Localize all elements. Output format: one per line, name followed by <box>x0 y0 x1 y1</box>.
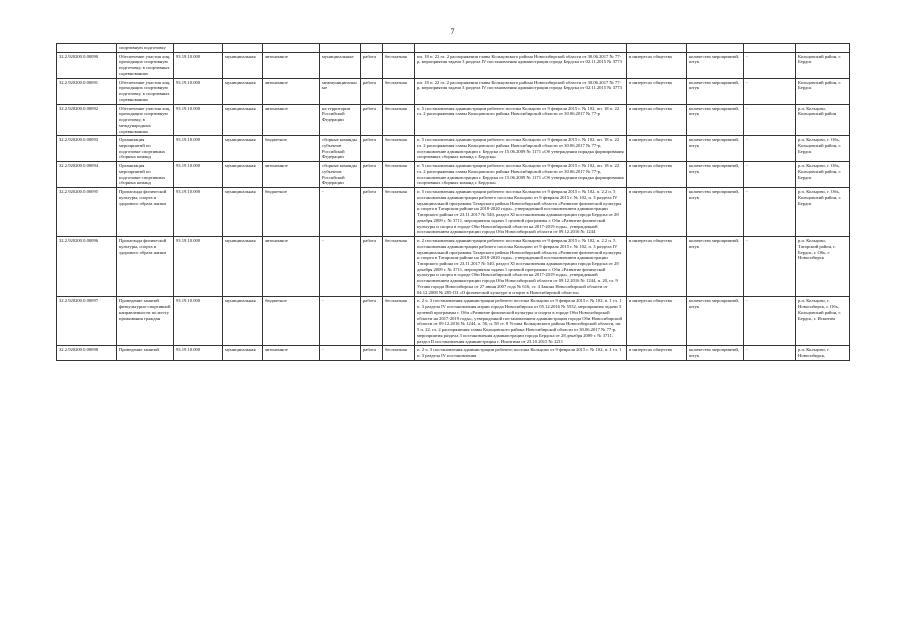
cell-location: Кольцовский район, г. Бердск <box>796 78 850 104</box>
cell-location: р.п. Кольцово, Кольцовский район <box>796 104 850 136</box>
cell-level: муниципальные <box>320 52 361 78</box>
cell-name: Обеспечение участия лиц, проходящих спортивную подготовку, в спортивных соревнованиях <box>117 52 174 78</box>
cell-pay: бесплатная <box>383 78 415 104</box>
cell-kind: работа <box>361 136 383 162</box>
cell-pay: бесплатная <box>383 104 415 136</box>
cell-code: 32.2.920200.0.00090 <box>57 52 117 78</box>
cell-indicator: количество мероприятий, штук <box>687 52 744 78</box>
cell-name: Обеспечение участия лиц, проходящих спортивную подготовку, в международных соревнованиях <box>117 104 174 136</box>
cell-name-continuation: спортивную подготовку <box>117 44 174 53</box>
table-row-continuation <box>57 44 850 53</box>
cell-location: р.п. Кольцово, г. Обь, Кольцовский район, г. Бердск <box>796 136 850 162</box>
cell-owner: муниципальная <box>223 136 263 162</box>
cell-code: 32.2.920200.0.00097 <box>57 297 117 346</box>
table-row <box>57 136 850 162</box>
cell-name: Организация мероприятий по подготовке спортивных сборных команд <box>117 162 174 188</box>
cell-level: на территории Российской Федерации <box>320 104 361 136</box>
cell-location: р.п. Кольцово, г. Новосибирск, г. Обь, Кольцовский район, г. Бердск, г. Искитим <box>796 297 850 346</box>
cell-type: бюджетное <box>263 188 320 237</box>
cell-c12: - <box>744 237 796 297</box>
cell-type: автономное <box>263 346 320 360</box>
cell-owner: муниципальная <box>223 52 263 78</box>
services-registry-table <box>56 43 850 361</box>
cell-benef: в интересах общества <box>627 136 687 162</box>
cell-okved: 93.19.10.000 <box>174 237 223 297</box>
cell-owner: муниципальная <box>223 162 263 188</box>
cell-okved: 93.19.10.000 <box>174 346 223 360</box>
table-row <box>57 346 850 360</box>
cell-pay: бесплатная <box>383 52 415 78</box>
cell-kind: работа <box>361 346 383 360</box>
cell-c12: - <box>744 188 796 237</box>
table-row <box>57 104 850 136</box>
cell-indicator: количество мероприятий, штук <box>687 297 744 346</box>
cell-indicator: количество мероприятий, штук <box>687 136 744 162</box>
cell-basis: п. 2 ч. 3 постановления администрации рабочего поселка Кольцово от 9 февраля 2015 г. № 102, п. 1 гл. 1 п. 3 раздела IV постановления мэрии города Новосибирска от 05.12.2016 № 5552, мероприятия задачи 3 целевой программы г. Оби «Развитие физической культуры и спорта в городе Оби Новосибирской области на 2017-2019 годы», утвержденной постановлением администрации города Оби Новосибирской области от 09.12.2016 № 1244, п. 50, п. 58 ст. 8 Устава Кольцовского района Новосибирской области, пп. 5 п. 22, гл. 2 распоряжения главы Кольцовского района Новосибирской области от 30.06.2017 № 77-р, мероприятия раздела 3 постановления администрации города Бердска от 28 декабря 2009 г. № 3711, раздел II постановления администрации г. Искитима от 23.10.2015 № 2211 <box>415 297 627 346</box>
cell-pay: бесплатная <box>383 297 415 346</box>
cell-benef: в интересах общества <box>627 297 687 346</box>
cell-okved: 93.19.10.000 <box>174 162 223 188</box>
cell-level: сборные команды субъектов Российской Федерации <box>320 162 361 188</box>
table-row <box>57 188 850 237</box>
cell-kind: работа <box>361 104 383 136</box>
table-row <box>57 162 850 188</box>
cell-owner: муниципальная <box>223 78 263 104</box>
cell-location: р.п. Кольцово, г. Обь, Кольцовский район, г. Бердск <box>796 188 850 237</box>
cell-c12: - <box>744 78 796 104</box>
cell-c12: - <box>744 162 796 188</box>
cell-kind: работа <box>361 237 383 297</box>
cell-c12: - <box>744 136 796 162</box>
cell-code: 32.2.920200.0.00096 <box>57 237 117 297</box>
cell-owner: муниципальная <box>223 188 263 237</box>
cell-type: автономное <box>263 52 320 78</box>
cell-owner: муниципальная <box>223 297 263 346</box>
cell-name: Организация мероприятий по подготовке спортивных сборных команд <box>117 136 174 162</box>
cell-type: автономное <box>263 78 320 104</box>
cell-location: Кольцовский район, г. Бердск <box>796 52 850 78</box>
cell-level: межмуниципальные <box>320 78 361 104</box>
cell-level: - <box>320 297 361 346</box>
cell-benef: в интересах общества <box>627 78 687 104</box>
cell-c12: - <box>744 52 796 78</box>
cell-location: р.п. Кольцово, г. Новосибирск, <box>796 346 850 360</box>
cell-indicator: количество мероприятий, штук <box>687 346 744 360</box>
cell-owner: муниципальная <box>223 346 263 360</box>
cell-level: - <box>320 188 361 237</box>
cell-benef: в интересах общества <box>627 346 687 360</box>
cell-indicator: количество мероприятий, штук <box>687 78 744 104</box>
cell-code: 32.2.920200.0.00094 <box>57 162 117 188</box>
cell-benef: в интересах общества <box>627 237 687 297</box>
cell-indicator: количество мероприятий, штук <box>687 237 744 297</box>
cell-type: автономное <box>263 162 320 188</box>
cell-pay: бесплатная <box>383 237 415 297</box>
cell-okved: 93.19.10.000 <box>174 188 223 237</box>
cell-level: - <box>320 237 361 297</box>
cell-indicator: количество мероприятий, штук <box>687 104 744 136</box>
page-number: 7 <box>450 27 455 36</box>
cell-code: 32.2.920200.0.00093 <box>57 136 117 162</box>
cell-indicator: количество мероприятий, штук <box>687 162 744 188</box>
cell-c12: - <box>744 346 796 360</box>
cell-okved: 93.19.10.000 <box>174 297 223 346</box>
cell-benef: в интересах общества <box>627 104 687 136</box>
cell-pay: бесплатная <box>383 188 415 237</box>
cell-owner: муниципальная <box>223 237 263 297</box>
cell-benef: в интересах общества <box>627 188 687 237</box>
cell-basis: п. 5 постановления администрации рабочего поселка Кольцово от 9 февраля 2015 г. № 102, пп. 18 п. 22 гл. 2 распоряжения главы Кольцовского района Новосибирской области от 30.06.2017 № 77-р, постановление администрации г. Бердска от 15.06.2009 № 1171 «Об утверждении порядка формирования спортивных сборных команд г. Бердска» <box>415 162 627 188</box>
cell-kind: работа <box>361 78 383 104</box>
cell-code: 32.2.920200.0.00092 <box>57 104 117 136</box>
table-row <box>57 297 850 346</box>
cell-pay: бесплатная <box>383 162 415 188</box>
cell-code: 32.2.920200.0.00095 <box>57 188 117 237</box>
cell-kind: работа <box>361 188 383 237</box>
cell-location: р.п. Кольцово, г. Обь, Кольцовский район, г. Бердск <box>796 162 850 188</box>
cell-okved: 93.19.10.000 <box>174 78 223 104</box>
cell-basis: п. 5 постановления администрации рабочего поселка Кольцово от 9 февраля 2015 г. № 102, пп. 18 п. 22 гл. 2 распоряжения главы Кольцовского района Новосибирской области от 30.06.2017 № 77-р, постановление администрации г. Бердска от 15.06.2009 № 1171 «Об утверждении порядка формирования спортивных сборных команд г. Бердска» <box>415 136 627 162</box>
cell-name: Пропаганда физической культуры, спорта и здорового образа жизни <box>117 188 174 237</box>
table-row <box>57 78 850 104</box>
cell-kind: работа <box>361 52 383 78</box>
cell-benef: в интересах общества <box>627 52 687 78</box>
cell-pay: бесплатная <box>383 346 415 360</box>
cell-okved: 93.19.10.000 <box>174 52 223 78</box>
cell-name: Проведение занятий <box>117 346 174 360</box>
table-row <box>57 52 850 78</box>
cell-level: сборные команды субъектов Российской Федерации <box>320 136 361 162</box>
cell-name: Обеспечение участия лиц, проходящих спортивную подготовку, в спортивных соревнованиях <box>117 78 174 104</box>
cell-basis: пп. 18 п. 22 гл. 2 распоряжения главы Кольцовского района Новосибирской области от 30.06.2017 № 77-р, мероприятия задачи 3 раздела IV постановления администрации города Бердска от 02.11.2015 № 3773 <box>415 78 627 104</box>
cell-indicator: количество мероприятий, штук <box>687 188 744 237</box>
cell-c12: - <box>744 104 796 136</box>
cell-pay: бесплатная <box>383 136 415 162</box>
cell-level: - <box>320 346 361 360</box>
cell-name: Пропаганда физической культуры, спорта и здорового образа жизни <box>117 237 174 297</box>
cell-c12: - <box>744 297 796 346</box>
cell-basis: п. 2 постановления администрации рабочего поселка Кольцово от 9 февраля 2015 г. № 102, п. 2.2 п. 5 постановления администрации рабочего поселка Кольцово от 9 февраля 2015 г. № 102, п. 3 раздела IV муниципальной программы Татарского района Новосибирской области «Развитие физической культуры и спорта в Татарском районе на 2018-2020 годы», утвержденной постановлением администрации Татарского района от 23.11.2017 № 540, раздел XI постановления администрации города Бердска от 28 декабря 2009 г. № 3711, мероприятия задачи 1 целевой программы г. Оби «Развитие физической культуры и спорта в городе Оби Новосибирской области на 2017-2019 годы», утвержденной постановлением администрации города Оби Новосибирской области от 09.12.2016 № 1244, п. 20, гл. 9 Устава города Новосибирска от 27 июня 2007 года № 616, ст. 4 Закона Новосибирской области от 04.12.2008 № 285-ОЗ «О физической культуре и спорте в Новосибирской области» <box>415 237 627 297</box>
cell-code: 32.2.920200.0.00091 <box>57 78 117 104</box>
cell-basis: п. 5 постановления администрации рабочего поселка Кольцово от 9 февраля 2015 г. № 102, пп. 18 п. 22 гл. 2 распоряжения главы Кольцовского района Новосибирской области от 30.06.2017 № 77-р <box>415 104 627 136</box>
cell-location: р.п. Кольцово, Татарский район, г. Бердск, г. Обь, г. Новосибирск <box>796 237 850 297</box>
cell-name: Проведение занятий физкультурно-спортивной направленности по месту проживания граждан <box>117 297 174 346</box>
cell-empty <box>57 44 117 53</box>
cell-type: автономное <box>263 237 320 297</box>
cell-type: бюджетное <box>263 136 320 162</box>
cell-owner: муниципальная <box>223 104 263 136</box>
cell-type: бюджетное <box>263 297 320 346</box>
cell-kind: работа <box>361 162 383 188</box>
cell-benef: в интересах общества <box>627 162 687 188</box>
cell-okved: 93.19.10.000 <box>174 104 223 136</box>
cell-code: 32.2.920200.0.00098 <box>57 346 117 360</box>
cell-basis: пп. 18 п. 22 гл. 2 распоряжения главы Кольцовского района Новосибирской области от 30.06.2017 № 77-р, мероприятия задачи 3 раздела IV постановления администрации города Бердска от 02.11.2015 № 3773 <box>415 52 627 78</box>
cell-kind: работа <box>361 297 383 346</box>
table-row <box>57 237 850 297</box>
cell-okved: 93.19.10.000 <box>174 136 223 162</box>
cell-basis: п. 2 ч. 3 постановления администрации рабочего поселка Кольцово от 9 февраля 2015 г. № 102, п. 1 гл. 1 п. 3 раздела IV постановления <box>415 346 627 360</box>
cell-basis: п. 5 постановления администрации рабочего поселка Кольцово от 9 февраля 2015 г. № 102, п. 2.2 п. 5 постановления администрации рабочего поселка Кольцово от 9 февраля 2015 г. № 102, п. 3 раздела IV муниципальной программы Татарского района Новосибирской области «Развитие физической культуры и спорта в Татарском районе на 2018-2020 годы», утвержденной постановлением администрации Татарского района от 23.11.2017 № 540, раздел XI постановления администрации города Бердска от 28 декабря 2009 г. № 3711, мероприятия задачи 1 целевой программы г. Оби «Развитие физической культуры и спорта в городе Оби Новосибирской области на 2017-2019 годы», утвержденной постановлением администрации города Оби Новосибирской области от 09.12.2016 № 1244 <box>415 188 627 237</box>
cell-type: автономное <box>263 104 320 136</box>
